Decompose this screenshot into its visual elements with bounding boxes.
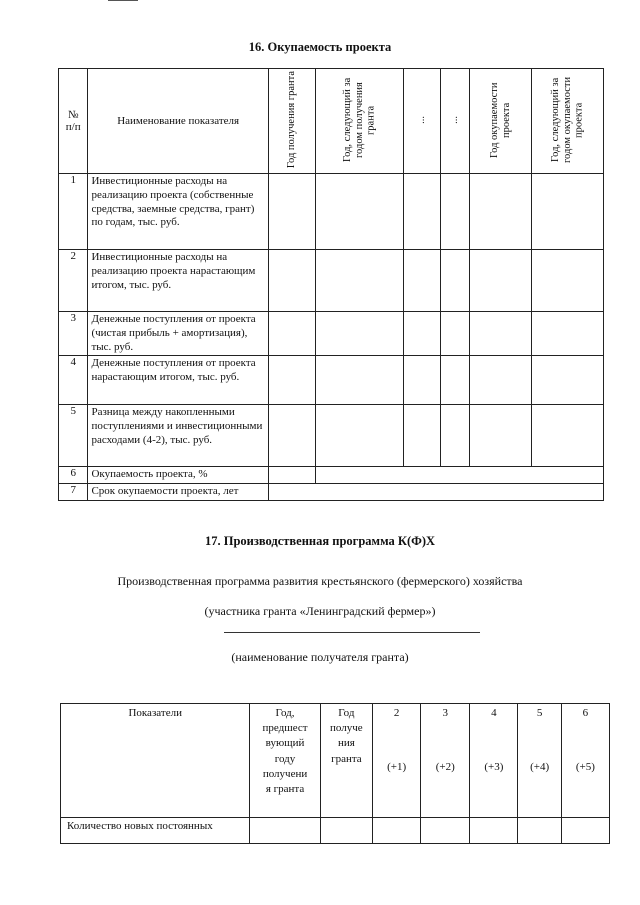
table-cell[interactable]: [373, 818, 421, 844]
header-year-5: [518, 704, 561, 818]
table-row: [61, 818, 610, 844]
section-16-title: 16. Окупаемость проекта: [248, 40, 392, 54]
program-header-row: [61, 704, 610, 818]
table-cell[interactable]: [404, 312, 440, 356]
table-cell[interactable]: [250, 818, 320, 844]
table-cell[interactable]: [532, 250, 604, 312]
row-num: 3: [59, 312, 88, 356]
table-row: [59, 467, 604, 484]
table-cell[interactable]: [404, 356, 440, 405]
header-num: № п/п: [59, 69, 88, 174]
table-cell[interactable]: [470, 174, 532, 250]
table-cell[interactable]: [440, 312, 470, 356]
table-cell[interactable]: [470, 818, 518, 844]
row-label: Срок окупаемости проекта, лет: [88, 484, 268, 501]
row-label: Разница между накопленными поступлениями и инвестиционными расходами (4-2), тыс. руб.: [88, 405, 268, 467]
table-cell-merged[interactable]: [315, 467, 603, 484]
year-number: 4: [491, 707, 497, 719]
header-col-next-year: Год, следующий за годом получения гранта: [341, 77, 377, 162]
table-cell[interactable]: [268, 356, 315, 405]
payback-header-row: [59, 69, 604, 174]
table-cell[interactable]: [518, 818, 561, 844]
header-col-ellipsis-2: ...: [449, 116, 460, 124]
year-offset: (+5): [575, 761, 595, 773]
row-label: Инвестиционные расходы на реализацию проекта (собственные средства, заемные средства, грант) по годам, тыс. руб.: [88, 174, 268, 250]
header-col-payback-year: Год окупаемости проекта: [488, 81, 512, 158]
table-cell[interactable]: [532, 356, 604, 405]
row-label: Денежные поступления от проекта (чистая прибыль + амортизация), тыс. руб.: [88, 312, 268, 356]
row-num: 5: [59, 405, 88, 467]
header-col-ellipsis-1: ...: [416, 116, 428, 124]
table-cell[interactable]: [532, 312, 604, 356]
table-cell[interactable]: [440, 250, 470, 312]
table-cell[interactable]: [268, 405, 315, 467]
year-number: 5: [536, 707, 543, 719]
header-year-6: [561, 704, 609, 818]
row-num: 6: [59, 467, 88, 484]
header-col-grant-year: Год получения гранта: [286, 70, 297, 169]
table-cell[interactable]: [268, 250, 315, 312]
year-offset: (+4): [530, 761, 550, 773]
table-row: [59, 484, 604, 501]
table-cell[interactable]: [532, 174, 604, 250]
table-row: [59, 405, 604, 467]
row-num: 7: [59, 484, 88, 501]
table-cell[interactable]: [440, 174, 470, 250]
table-row: [59, 250, 604, 312]
table-cell[interactable]: [315, 250, 403, 312]
row-num: 4: [59, 356, 88, 405]
participant-caption: (участника гранта «Ленинградский фермер»): [204, 604, 436, 618]
recipient-caption: (наименование получателя гранта): [231, 650, 409, 664]
row-num: 2: [59, 250, 88, 312]
production-program-table: [60, 703, 610, 844]
table-cell[interactable]: [470, 356, 532, 405]
table-cell[interactable]: [268, 467, 315, 484]
header-prev-year: Год, предшест вующий году получени я гранта: [250, 704, 320, 818]
recipient-name-line[interactable]: [224, 632, 480, 633]
table-cell[interactable]: [470, 250, 532, 312]
year-number: 6: [582, 707, 589, 719]
table-row: [59, 312, 604, 356]
table-cell[interactable]: [470, 312, 532, 356]
payback-table: [58, 68, 604, 501]
table-cell[interactable]: [470, 405, 532, 467]
table-cell[interactable]: [268, 312, 315, 356]
table-cell[interactable]: [404, 405, 440, 467]
table-cell[interactable]: [404, 250, 440, 312]
row-label: Инвестиционные расходы на реализацию проекта нарастающим итогом, тыс. руб.: [88, 250, 268, 312]
table-cell[interactable]: [404, 174, 440, 250]
section-17-subtitle: Производственная программа развития крестьянского (фермерского) хозяйства: [117, 574, 523, 588]
table-cell[interactable]: [421, 818, 470, 844]
table-row: [59, 356, 604, 405]
table-cell[interactable]: [315, 356, 403, 405]
table-cell[interactable]: [532, 405, 604, 467]
table-cell[interactable]: [315, 312, 403, 356]
year-offset: (+3): [484, 761, 504, 773]
row-num: 1: [59, 174, 88, 250]
year-number: 3: [442, 707, 449, 719]
header-indicators: Показатели: [61, 704, 250, 818]
header-year-3: [421, 704, 470, 818]
row-label: Окупаемость проекта, %: [88, 467, 268, 484]
header-col-after-payback: Год, следующий за годом окупаемости проекта: [549, 76, 585, 163]
year-number: 2: [393, 707, 400, 719]
header-year-4: [470, 704, 518, 818]
year-offset: (+2): [435, 761, 455, 773]
year-offset: (+1): [387, 761, 407, 773]
table-cell[interactable]: [561, 818, 609, 844]
table-cell[interactable]: [320, 818, 372, 844]
table-cell[interactable]: [440, 356, 470, 405]
table-cell[interactable]: [315, 174, 403, 250]
header-grant-year: Год получе ния гранта: [320, 704, 372, 818]
table-row: [59, 174, 604, 250]
page-top-rule: [108, 0, 138, 1]
table-cell-merged[interactable]: [268, 484, 603, 501]
table-cell[interactable]: [315, 405, 403, 467]
header-indicator-name: Наименование показателя: [88, 69, 268, 174]
header-year-2: [373, 704, 421, 818]
row-label: Количество новых постоянных: [61, 818, 250, 844]
table-cell[interactable]: [268, 174, 315, 250]
table-cell[interactable]: [440, 405, 470, 467]
section-17-title: 17. Производственная программа К(Ф)Х: [204, 534, 436, 548]
row-label: Денежные поступления от проекта нарастающим итогом, тыс. руб.: [88, 356, 268, 405]
